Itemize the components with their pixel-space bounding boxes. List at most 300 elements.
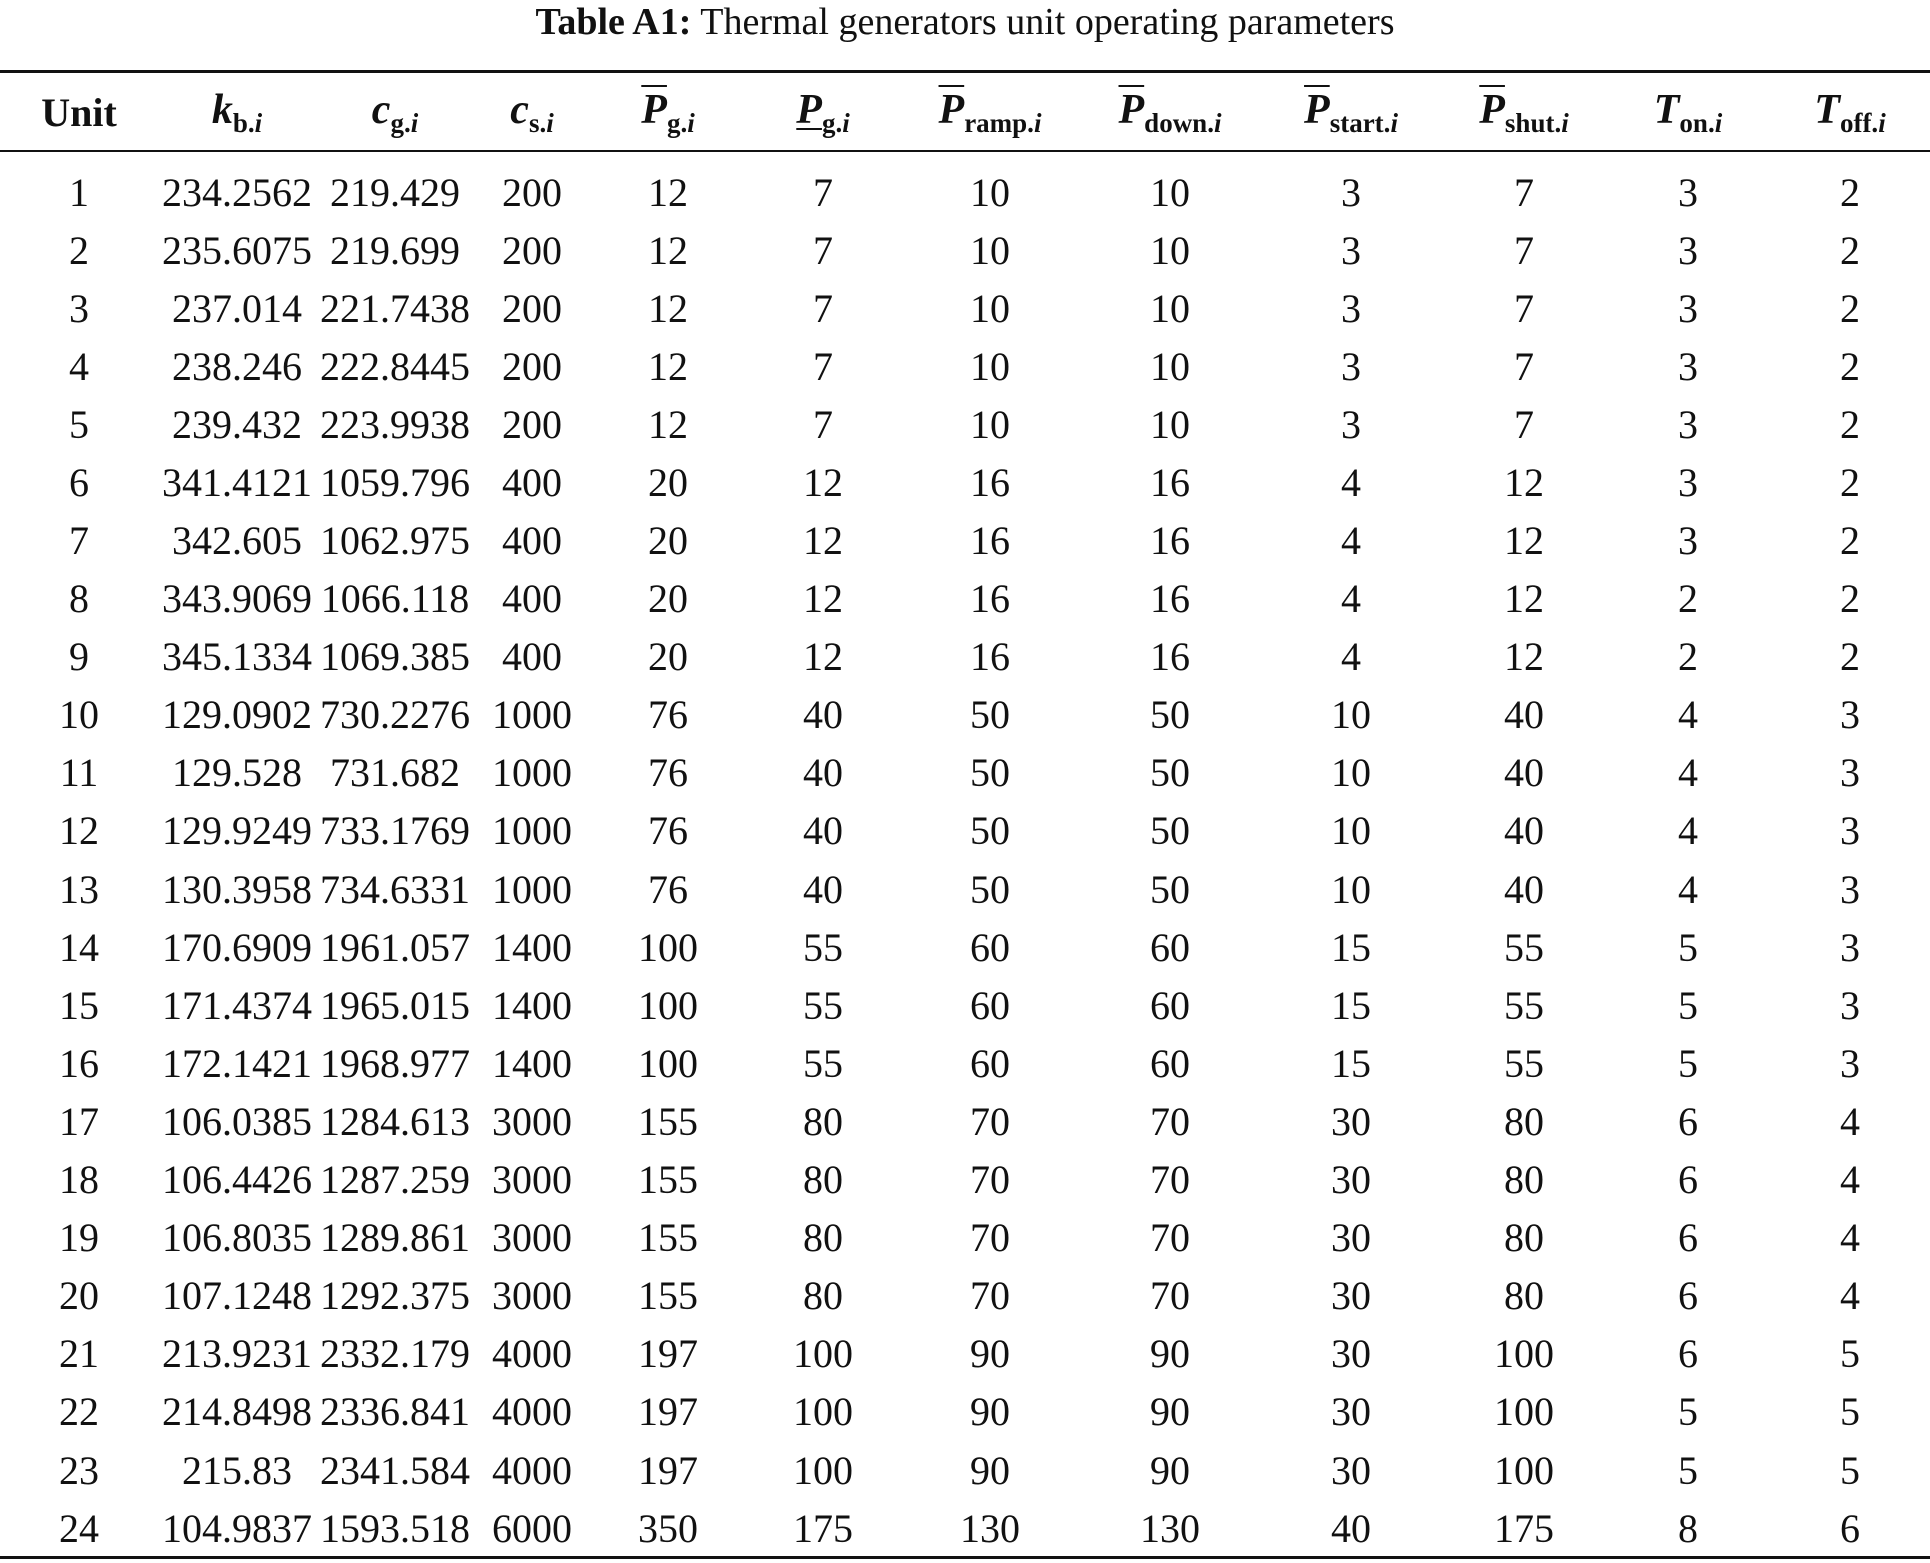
cell-t-on: 4 bbox=[1678, 866, 1698, 912]
cell-unit: 16 bbox=[59, 1040, 99, 1086]
cell-t-on: 2 bbox=[1678, 634, 1698, 680]
cell-cs: 1400 bbox=[492, 924, 572, 970]
cell-pg-max: 76 bbox=[648, 808, 688, 854]
cell-unit: 1 bbox=[69, 169, 89, 215]
cell-pg-max: 76 bbox=[648, 866, 688, 912]
cell-p-shut: 175 bbox=[1494, 1505, 1554, 1551]
header-row bbox=[0, 73, 1930, 151]
cell-t-on: 3 bbox=[1678, 518, 1698, 564]
table-row bbox=[0, 511, 1930, 569]
header-pg-max: $\overline{P}_{g.i}$ bbox=[641, 86, 695, 138]
cell-kb: 235.6075 bbox=[162, 227, 312, 273]
cell-p-shut: 40 bbox=[1504, 692, 1544, 738]
cell-p-ramp: 50 bbox=[970, 866, 1010, 912]
cell-cs: 1400 bbox=[492, 1040, 572, 1086]
cell-p-ramp: 10 bbox=[970, 401, 1010, 447]
cell-cg: 1961.057 bbox=[320, 924, 470, 970]
cell-pg-min: 80 bbox=[803, 1273, 843, 1319]
cell-unit: 8 bbox=[69, 576, 89, 622]
cell-p-shut: 7 bbox=[1514, 169, 1534, 215]
cell-p-down: 16 bbox=[1150, 634, 1190, 680]
cell-cg: 219.699 bbox=[330, 227, 460, 273]
cell-pg-min: 100 bbox=[793, 1447, 853, 1493]
cell-cs: 1000 bbox=[492, 866, 572, 912]
cell-t-off: 2 bbox=[1840, 343, 1860, 389]
cell-cs: 3000 bbox=[492, 1098, 572, 1144]
cell-cg: 1062.975 bbox=[320, 518, 470, 564]
cell-p-down: 10 bbox=[1150, 401, 1190, 447]
cell-p-start: 4 bbox=[1341, 634, 1361, 680]
cell-pg-max: 76 bbox=[648, 750, 688, 796]
cell-p-shut: 40 bbox=[1504, 750, 1544, 796]
cell-p-shut: 12 bbox=[1504, 459, 1544, 505]
cell-p-shut: 40 bbox=[1504, 808, 1544, 854]
caption-text: Thermal generators unit operating parameters bbox=[700, 1, 1395, 43]
cell-p-ramp: 60 bbox=[970, 982, 1010, 1028]
cell-cs: 200 bbox=[502, 285, 562, 331]
cell-p-ramp: 10 bbox=[970, 227, 1010, 273]
cell-pg-max: 12 bbox=[648, 401, 688, 447]
cell-cs: 400 bbox=[502, 634, 562, 680]
cell-pg-min: 100 bbox=[793, 1331, 853, 1377]
cell-p-ramp: 16 bbox=[970, 576, 1010, 622]
cell-pg-min: 80 bbox=[803, 1215, 843, 1261]
cell-kb: 129.528 bbox=[172, 750, 302, 796]
cell-t-on: 4 bbox=[1678, 808, 1698, 854]
cell-unit: 13 bbox=[59, 866, 99, 912]
cell-cs: 6000 bbox=[492, 1505, 572, 1551]
caption-label: Table A1: bbox=[535, 1, 692, 43]
cell-p-down: 60 bbox=[1150, 982, 1190, 1028]
cell-cg: 2341.584 bbox=[320, 1447, 470, 1493]
table-row bbox=[0, 453, 1930, 511]
cell-t-on: 6 bbox=[1678, 1098, 1698, 1144]
cell-pg-min: 7 bbox=[813, 285, 833, 331]
table-body bbox=[0, 151, 1930, 1557]
cell-unit: 12 bbox=[59, 808, 99, 854]
table-row bbox=[0, 1499, 1930, 1557]
cell-cs: 3000 bbox=[492, 1273, 572, 1319]
cell-kb: 215.83 bbox=[182, 1447, 292, 1493]
cell-t-off: 3 bbox=[1840, 924, 1860, 970]
table-row bbox=[0, 686, 1930, 744]
cell-unit: 20 bbox=[59, 1273, 99, 1319]
cell-cg: 1284.613 bbox=[320, 1098, 470, 1144]
cell-t-off: 2 bbox=[1840, 285, 1860, 331]
cell-p-ramp: 90 bbox=[970, 1389, 1010, 1435]
cell-p-shut: 80 bbox=[1504, 1215, 1544, 1261]
table-row bbox=[0, 1092, 1930, 1150]
cell-pg-max: 350 bbox=[638, 1505, 698, 1551]
table-row bbox=[0, 628, 1930, 686]
cell-pg-max: 155 bbox=[638, 1273, 698, 1319]
cell-t-off: 5 bbox=[1840, 1389, 1860, 1435]
table-row bbox=[0, 918, 1930, 976]
cell-unit: 22 bbox=[59, 1389, 99, 1435]
cell-p-shut: 80 bbox=[1504, 1157, 1544, 1203]
cell-pg-min: 55 bbox=[803, 982, 843, 1028]
cell-t-on: 6 bbox=[1678, 1157, 1698, 1203]
cell-p-ramp: 70 bbox=[970, 1273, 1010, 1319]
cell-p-down: 50 bbox=[1150, 808, 1190, 854]
cell-p-down: 70 bbox=[1150, 1215, 1190, 1261]
cell-t-on: 3 bbox=[1678, 169, 1698, 215]
cell-p-down: 90 bbox=[1150, 1447, 1190, 1493]
cell-kb: 238.246 bbox=[172, 343, 302, 389]
cell-t-on: 5 bbox=[1678, 1447, 1698, 1493]
cell-p-ramp: 10 bbox=[970, 285, 1010, 331]
cell-pg-min: 55 bbox=[803, 924, 843, 970]
cell-p-shut: 7 bbox=[1514, 285, 1534, 331]
cell-t-off: 4 bbox=[1840, 1157, 1860, 1203]
cell-p-start: 4 bbox=[1341, 576, 1361, 622]
cell-t-off: 4 bbox=[1840, 1215, 1860, 1261]
cell-cs: 200 bbox=[502, 169, 562, 215]
cell-cs: 1000 bbox=[492, 808, 572, 854]
cell-p-start: 30 bbox=[1331, 1157, 1371, 1203]
cell-p-start: 30 bbox=[1331, 1098, 1371, 1144]
cell-t-off: 2 bbox=[1840, 634, 1860, 680]
header-pg-min: $P_{g.i}$ bbox=[796, 86, 850, 138]
cell-unit: 24 bbox=[59, 1505, 99, 1551]
cell-cg: 219.429 bbox=[330, 169, 460, 215]
cell-unit: 5 bbox=[69, 401, 89, 447]
cell-pg-min: 12 bbox=[803, 576, 843, 622]
header-cg: $c_{g.i}$ bbox=[371, 86, 419, 138]
cell-unit: 18 bbox=[59, 1157, 99, 1203]
cell-unit: 3 bbox=[69, 285, 89, 331]
table-row bbox=[0, 976, 1930, 1034]
cell-cs: 4000 bbox=[492, 1389, 572, 1435]
cell-kb: 341.4121 bbox=[162, 459, 312, 505]
cell-kb: 345.1334 bbox=[162, 634, 312, 680]
cell-pg-min: 80 bbox=[803, 1098, 843, 1144]
table-row bbox=[0, 802, 1930, 860]
cell-t-off: 2 bbox=[1840, 401, 1860, 447]
cell-pg-min: 175 bbox=[793, 1505, 853, 1551]
cell-p-shut: 80 bbox=[1504, 1098, 1544, 1144]
cell-p-shut: 100 bbox=[1494, 1447, 1554, 1493]
cell-p-shut: 12 bbox=[1504, 518, 1544, 564]
cell-p-ramp: 50 bbox=[970, 808, 1010, 854]
cell-kb: 106.0385 bbox=[162, 1098, 312, 1144]
cell-kb: 213.9231 bbox=[162, 1331, 312, 1377]
cell-cs: 4000 bbox=[492, 1331, 572, 1377]
cell-p-ramp: 50 bbox=[970, 692, 1010, 738]
cell-pg-max: 12 bbox=[648, 169, 688, 215]
cell-cs: 4000 bbox=[492, 1447, 572, 1493]
cell-unit: 11 bbox=[59, 750, 99, 796]
cell-p-shut: 100 bbox=[1494, 1331, 1554, 1377]
cell-p-start: 15 bbox=[1331, 1040, 1371, 1086]
cell-pg-min: 7 bbox=[813, 227, 833, 273]
cell-p-shut: 12 bbox=[1504, 576, 1544, 622]
cell-p-shut: 12 bbox=[1504, 634, 1544, 680]
header-t-off: $T_{off.i}$ bbox=[1814, 86, 1886, 138]
cell-unit: 21 bbox=[59, 1331, 99, 1377]
cell-kb: 214.8498 bbox=[162, 1389, 312, 1435]
cell-pg-max: 155 bbox=[638, 1215, 698, 1261]
cell-unit: 19 bbox=[59, 1215, 99, 1261]
cell-cg: 221.7438 bbox=[320, 285, 470, 331]
cell-pg-min: 40 bbox=[803, 750, 843, 796]
table-row bbox=[0, 1267, 1930, 1325]
cell-pg-min: 7 bbox=[813, 401, 833, 447]
cell-cs: 1400 bbox=[492, 982, 572, 1028]
cell-p-start: 15 bbox=[1331, 982, 1371, 1028]
cell-p-down: 130 bbox=[1140, 1505, 1200, 1551]
cell-p-ramp: 90 bbox=[970, 1447, 1010, 1493]
cell-unit: 14 bbox=[59, 924, 99, 970]
header-p-shut: $\overline{P}_{shut.i}$ bbox=[1479, 86, 1569, 138]
cell-pg-max: 20 bbox=[648, 459, 688, 505]
cell-p-down: 60 bbox=[1150, 924, 1190, 970]
cell-t-off: 5 bbox=[1840, 1447, 1860, 1493]
cell-p-down: 10 bbox=[1150, 285, 1190, 331]
cell-cg: 223.9938 bbox=[320, 401, 470, 447]
cell-t-on: 2 bbox=[1678, 576, 1698, 622]
cell-p-down: 50 bbox=[1150, 692, 1190, 738]
cell-kb: 171.4374 bbox=[162, 982, 312, 1028]
cell-p-start: 10 bbox=[1331, 692, 1371, 738]
cell-cg: 1968.977 bbox=[320, 1040, 470, 1086]
table-row bbox=[0, 860, 1930, 918]
cell-pg-max: 100 bbox=[638, 982, 698, 1028]
cell-t-off: 3 bbox=[1840, 982, 1860, 1028]
cell-p-start: 10 bbox=[1331, 808, 1371, 854]
cell-pg-max: 12 bbox=[648, 227, 688, 273]
cell-cs: 200 bbox=[502, 227, 562, 273]
cell-p-down: 60 bbox=[1150, 1040, 1190, 1086]
cell-cs: 1000 bbox=[492, 750, 572, 796]
cell-p-down: 70 bbox=[1150, 1157, 1190, 1203]
cell-p-shut: 40 bbox=[1504, 866, 1544, 912]
cell-p-ramp: 10 bbox=[970, 169, 1010, 215]
cell-p-down: 10 bbox=[1150, 169, 1190, 215]
cell-cg: 734.6331 bbox=[320, 866, 470, 912]
cell-t-on: 6 bbox=[1678, 1331, 1698, 1377]
cell-pg-max: 20 bbox=[648, 576, 688, 622]
cell-pg-min: 12 bbox=[803, 459, 843, 505]
cell-pg-min: 12 bbox=[803, 518, 843, 564]
cell-t-off: 2 bbox=[1840, 459, 1860, 505]
cell-p-ramp: 130 bbox=[960, 1505, 1020, 1551]
cell-pg-max: 155 bbox=[638, 1157, 698, 1203]
cell-p-start: 3 bbox=[1341, 343, 1361, 389]
table-row bbox=[0, 1441, 1930, 1499]
cell-p-shut: 55 bbox=[1504, 982, 1544, 1028]
cell-cg: 2332.179 bbox=[320, 1331, 470, 1377]
cell-kb: 170.6909 bbox=[162, 924, 312, 970]
cell-unit: 23 bbox=[59, 1447, 99, 1493]
cell-pg-min: 55 bbox=[803, 1040, 843, 1086]
cell-t-on: 3 bbox=[1678, 459, 1698, 505]
cell-pg-max: 76 bbox=[648, 692, 688, 738]
cell-unit: 15 bbox=[59, 982, 99, 1028]
cell-t-off: 3 bbox=[1840, 750, 1860, 796]
cell-pg-max: 12 bbox=[648, 343, 688, 389]
cell-t-off: 3 bbox=[1840, 866, 1860, 912]
cell-p-start: 30 bbox=[1331, 1447, 1371, 1493]
cell-p-ramp: 60 bbox=[970, 1040, 1010, 1086]
cell-p-start: 15 bbox=[1331, 924, 1371, 970]
cell-p-ramp: 10 bbox=[970, 343, 1010, 389]
table-row bbox=[0, 221, 1930, 279]
cell-p-shut: 7 bbox=[1514, 401, 1534, 447]
header-kb: $k_{b.i}$ bbox=[211, 86, 263, 138]
cell-p-shut: 100 bbox=[1494, 1389, 1554, 1435]
cell-cs: 3000 bbox=[492, 1215, 572, 1261]
cell-p-start: 10 bbox=[1331, 866, 1371, 912]
cell-unit: 6 bbox=[69, 459, 89, 505]
cell-cg: 1069.385 bbox=[320, 634, 470, 680]
cell-p-shut: 7 bbox=[1514, 227, 1534, 273]
cell-t-off: 3 bbox=[1840, 1040, 1860, 1086]
cell-p-down: 70 bbox=[1150, 1273, 1190, 1319]
cell-cg: 2336.841 bbox=[320, 1389, 470, 1435]
cell-t-on: 5 bbox=[1678, 924, 1698, 970]
cell-p-down: 70 bbox=[1150, 1098, 1190, 1144]
table-row bbox=[0, 1209, 1930, 1267]
header-p-ramp: $\overline{P}_{ramp.i}$ bbox=[938, 86, 1042, 138]
cell-p-ramp: 16 bbox=[970, 634, 1010, 680]
cell-cg: 1066.118 bbox=[320, 576, 470, 622]
cell-p-start: 3 bbox=[1341, 169, 1361, 215]
header-p-down: $\overline{P}_{down.i}$ bbox=[1118, 86, 1222, 138]
cell-pg-max: 100 bbox=[638, 1040, 698, 1086]
header-t-on: $T_{on.i}$ bbox=[1653, 86, 1723, 138]
cell-p-start: 30 bbox=[1331, 1215, 1371, 1261]
cell-pg-max: 197 bbox=[638, 1389, 698, 1435]
cell-cg: 1965.015 bbox=[320, 982, 470, 1028]
cell-kb: 234.2562 bbox=[162, 169, 312, 215]
cell-p-down: 10 bbox=[1150, 343, 1190, 389]
cell-t-off: 4 bbox=[1840, 1098, 1860, 1144]
cell-unit: 17 bbox=[59, 1098, 99, 1144]
table-row bbox=[0, 151, 1930, 221]
cell-t-on: 5 bbox=[1678, 1389, 1698, 1435]
cell-pg-max: 197 bbox=[638, 1331, 698, 1377]
table-row bbox=[0, 279, 1930, 337]
cell-p-down: 50 bbox=[1150, 750, 1190, 796]
cell-pg-min: 80 bbox=[803, 1157, 843, 1203]
cell-t-off: 3 bbox=[1840, 692, 1860, 738]
cell-t-on: 4 bbox=[1678, 692, 1698, 738]
cell-kb: 237.014 bbox=[172, 285, 302, 331]
cell-cg: 1287.259 bbox=[320, 1157, 470, 1203]
table-row bbox=[0, 1151, 1930, 1209]
cell-t-on: 3 bbox=[1678, 227, 1698, 273]
cell-t-on: 6 bbox=[1678, 1273, 1698, 1319]
cell-kb: 130.3958 bbox=[162, 866, 312, 912]
cell-p-down: 50 bbox=[1150, 866, 1190, 912]
cell-p-shut: 80 bbox=[1504, 1273, 1544, 1319]
cell-p-start: 3 bbox=[1341, 285, 1361, 331]
cell-pg-max: 20 bbox=[648, 634, 688, 680]
cell-pg-min: 7 bbox=[813, 343, 833, 389]
cell-cg: 1059.796 bbox=[320, 459, 470, 505]
cell-unit: 2 bbox=[69, 227, 89, 273]
cell-p-start: 30 bbox=[1331, 1273, 1371, 1319]
cell-cg: 731.682 bbox=[330, 750, 460, 796]
cell-pg-max: 20 bbox=[648, 518, 688, 564]
cell-p-start: 4 bbox=[1341, 518, 1361, 564]
cell-cs: 400 bbox=[502, 518, 562, 564]
cell-p-start: 10 bbox=[1331, 750, 1371, 796]
cell-pg-min: 40 bbox=[803, 866, 843, 912]
parameters-table bbox=[0, 73, 1930, 1557]
cell-p-ramp: 16 bbox=[970, 518, 1010, 564]
table-row bbox=[0, 1383, 1930, 1441]
header-unit: Unit bbox=[41, 89, 117, 135]
cell-p-down: 16 bbox=[1150, 459, 1190, 505]
cell-p-start: 3 bbox=[1341, 401, 1361, 447]
cell-pg-max: 155 bbox=[638, 1098, 698, 1144]
cell-p-ramp: 70 bbox=[970, 1098, 1010, 1144]
cell-kb: 106.4426 bbox=[162, 1157, 312, 1203]
cell-pg-min: 40 bbox=[803, 808, 843, 854]
cell-t-off: 6 bbox=[1840, 1505, 1860, 1551]
cell-cs: 400 bbox=[502, 459, 562, 505]
cell-p-ramp: 70 bbox=[970, 1157, 1010, 1203]
cell-p-down: 16 bbox=[1150, 518, 1190, 564]
cell-p-start: 30 bbox=[1331, 1331, 1371, 1377]
cell-kb: 129.0902 bbox=[162, 692, 312, 738]
cell-p-shut: 55 bbox=[1504, 1040, 1544, 1086]
cell-unit: 7 bbox=[69, 518, 89, 564]
cell-p-start: 40 bbox=[1331, 1505, 1371, 1551]
cell-pg-max: 197 bbox=[638, 1447, 698, 1493]
table-row bbox=[0, 744, 1930, 802]
cell-t-on: 3 bbox=[1678, 401, 1698, 447]
cell-cs: 200 bbox=[502, 343, 562, 389]
cell-kb: 129.9249 bbox=[162, 808, 312, 854]
cell-p-ramp: 70 bbox=[970, 1215, 1010, 1261]
cell-t-on: 5 bbox=[1678, 982, 1698, 1028]
cell-t-on: 4 bbox=[1678, 750, 1698, 796]
cell-cg: 733.1769 bbox=[320, 808, 470, 854]
cell-t-on: 3 bbox=[1678, 285, 1698, 331]
cell-t-off: 2 bbox=[1840, 518, 1860, 564]
cell-p-start: 3 bbox=[1341, 227, 1361, 273]
cell-unit: 9 bbox=[69, 634, 89, 680]
cell-pg-min: 12 bbox=[803, 634, 843, 680]
header-p-start: $\overline{P}_{start.i}$ bbox=[1304, 86, 1398, 138]
cell-p-ramp: 90 bbox=[970, 1331, 1010, 1377]
cell-kb: 106.8035 bbox=[162, 1215, 312, 1261]
table-row bbox=[0, 337, 1930, 395]
cell-t-off: 3 bbox=[1840, 808, 1860, 854]
table-row bbox=[0, 395, 1930, 453]
table-row bbox=[0, 1325, 1930, 1383]
cell-p-start: 4 bbox=[1341, 459, 1361, 505]
cell-p-shut: 7 bbox=[1514, 343, 1534, 389]
cell-t-on: 5 bbox=[1678, 1040, 1698, 1086]
cell-p-ramp: 50 bbox=[970, 750, 1010, 796]
cell-cg: 1292.375 bbox=[320, 1273, 470, 1319]
cell-pg-min: 40 bbox=[803, 692, 843, 738]
cell-p-down: 90 bbox=[1150, 1331, 1190, 1377]
table-row bbox=[0, 570, 1930, 628]
cell-pg-min: 100 bbox=[793, 1389, 853, 1435]
cell-kb: 104.9837 bbox=[162, 1505, 312, 1551]
cell-unit: 4 bbox=[69, 343, 89, 389]
cell-p-down: 10 bbox=[1150, 227, 1190, 273]
cell-t-on: 3 bbox=[1678, 343, 1698, 389]
cell-t-off: 4 bbox=[1840, 1273, 1860, 1319]
cell-p-ramp: 16 bbox=[970, 459, 1010, 505]
cell-t-off: 2 bbox=[1840, 227, 1860, 273]
